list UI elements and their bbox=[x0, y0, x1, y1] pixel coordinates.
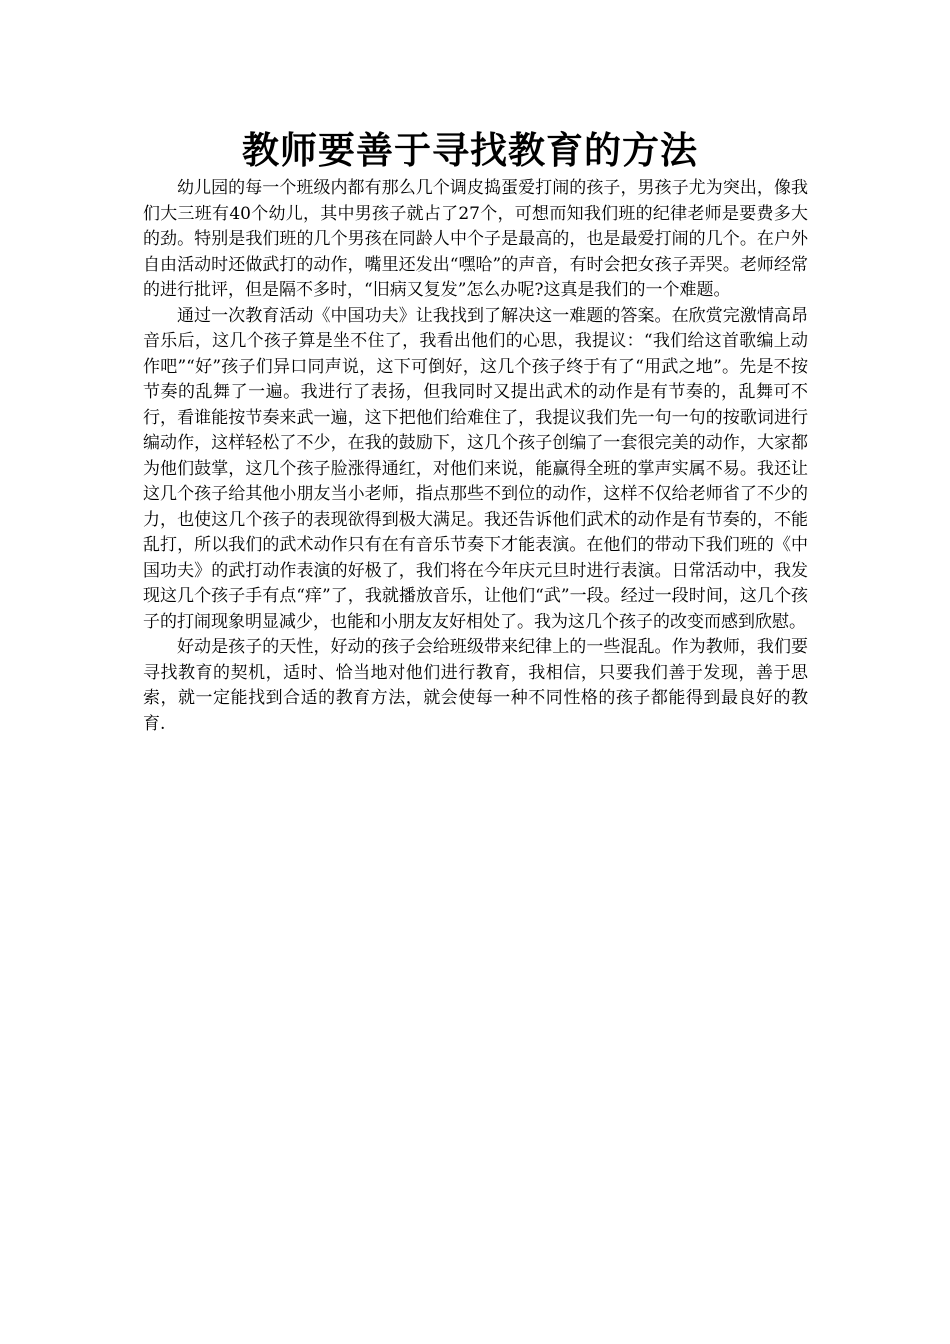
document-title: 教师要善于寻找教育的方法 bbox=[242, 128, 698, 172]
body-paragraph-3: 好动是孩子的天性，好动的孩子会给班级带来纪律上的一些混乱。作为教师，我们要寻找教育的契机，适时、恰当地对他们进行教育，我相信，只要我们善于发现，善于思索，就一定能找到合适的教育方法，就会使每一种不同性格的孩子都能得到最良好的教育. bbox=[143, 637, 808, 734]
body-paragraph-1: 幼儿园的每一个班级内都有那么几个调皮捣蛋爱打闹的孩子，男孩子尤为突出，像我们大三班有40个幼儿，其中男孩子就占了27个，可想而知我们班的纪律老师是要费多大的劲。特别是我们班的几个男孩在同龄人中个子是最高的，也是最爱打闹的几个。在户外自由活动时还做武打的动作，嘴里还发出“嘿哈”的声音，有时会把女孩子弄哭。老师经常的进行批评，但是隔不多时，“旧病又复发”怎么办呢?这真是我们的一个难题。 bbox=[143, 178, 808, 300]
body-paragraph-2: 通过一次教育活动《中国功夫》让我找到了解决这一难题的答案。在欣赏完激情高昂音乐后，这几个孩子算是坐不住了，我看出他们的心思，我提议：“我们给这首歌编上动作吧”“好”孩子们异口同声说，这下可倒好，这几个孩子终于有了“用武之地”。先是不按节奏的乱舞了一遍。我进行了表扬，但我同时又提出武术的动作是有节奏的，乱舞可不行，看谁能按节奏来武一遍，这下把他们给难住了，我提议我们先一句一句的按歌词进行编动作，这样轻松了不少，在我的鼓励下，这几个孩子创编了一套很完美的动作，大家都为他们鼓掌，这几个孩子脸涨得通红，对他们来说，能赢得全班的掌声实属不易。我还让这几个孩子给其他小朋友当小老师，指点那些不到位的动作，这样不仅给老师省了不少的力，也使这几个孩子的表现欲得到极大满足。我还告诉他们武术的动作是有节奏的，不能乱打，所以我们的武术动作只有在有音乐节奏下才能表演。在他们的带动下我们班的《中国功夫》的武打动作表演的好极了，我们将在今年庆元旦时进行表演。日常活动中，我发现这几个孩子手有点“痒”了，我就播放音乐，让他们“武”一段。经过一段时间，这几个孩子的打闹现象明显减少，也能和小朋友友好相处了。我为这几个孩子的改变而感到欣慰。 bbox=[143, 305, 808, 632]
document-body bbox=[143, 176, 808, 737]
